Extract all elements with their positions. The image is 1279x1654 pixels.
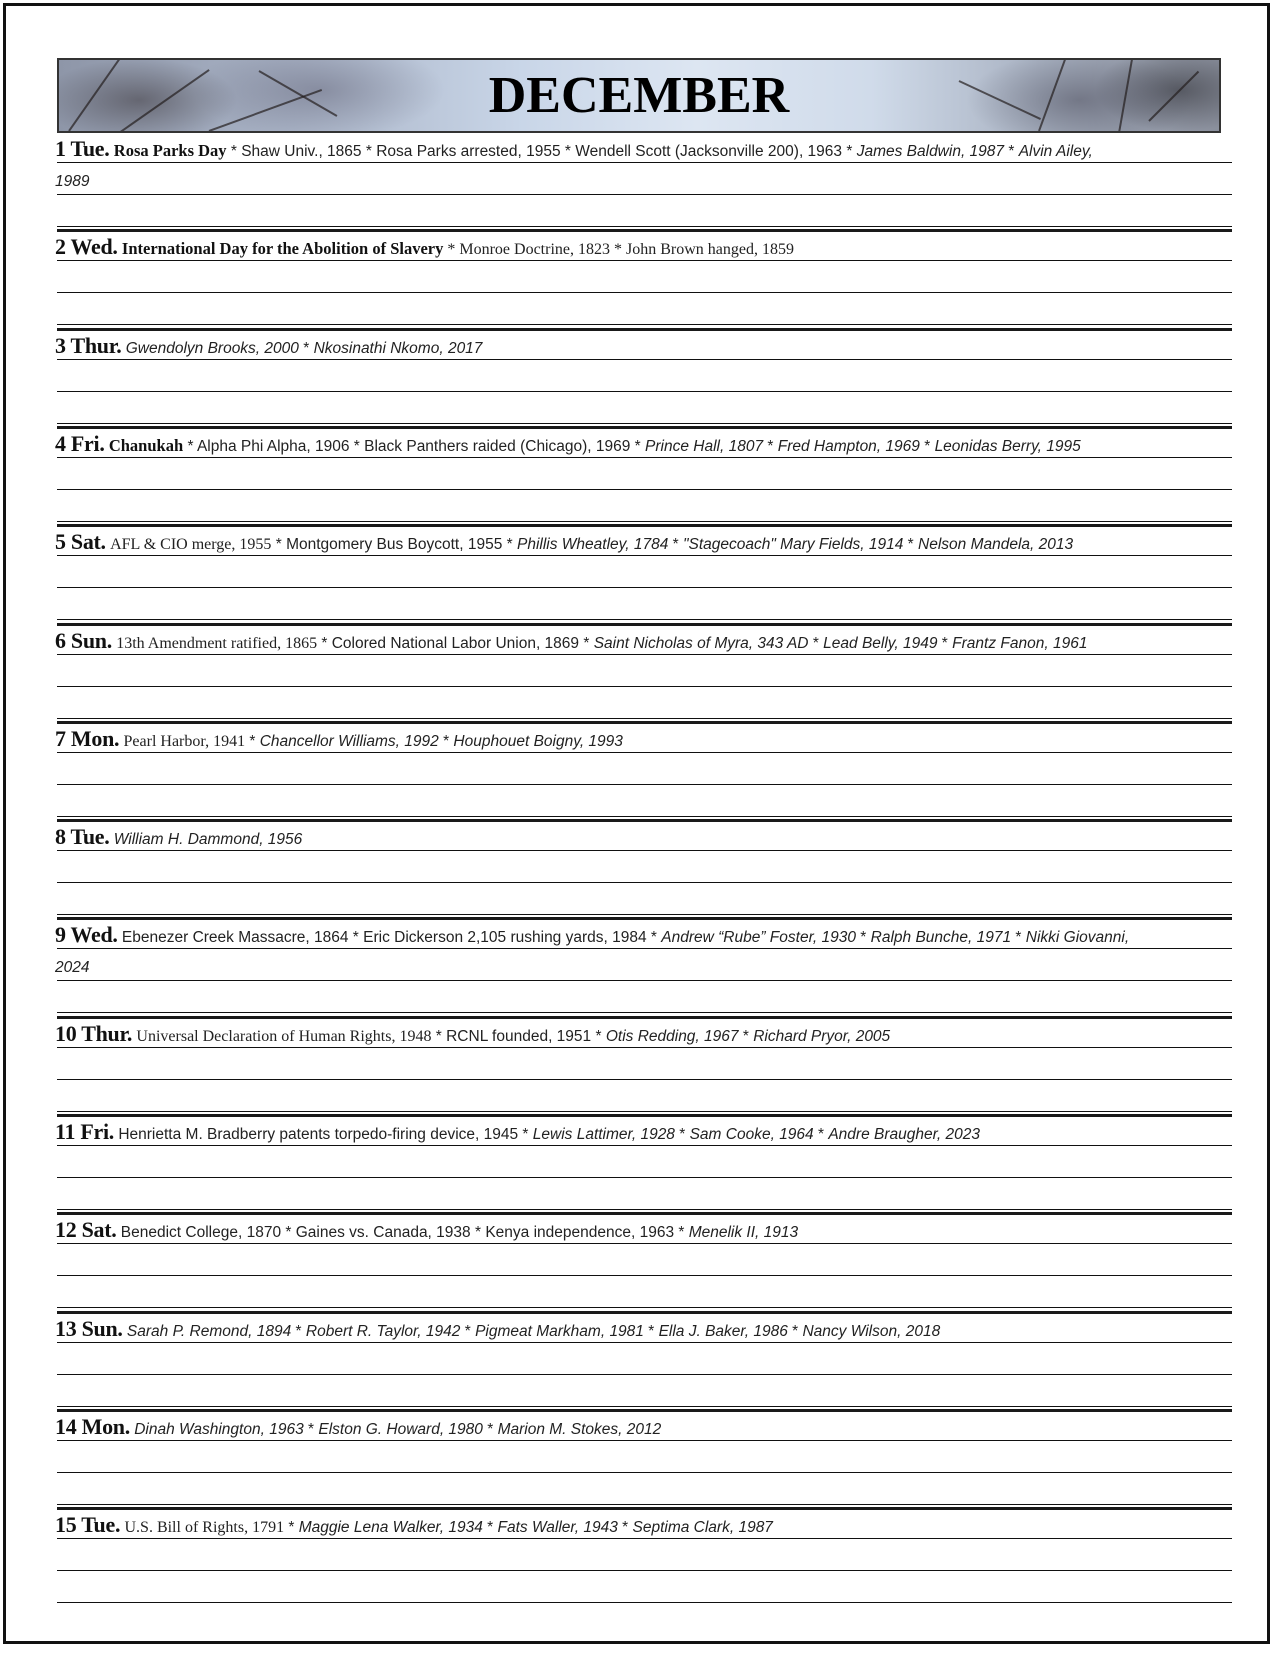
event-item: Sarah P. Remond, 1894	[126, 1323, 292, 1340]
writing-line	[57, 914, 1232, 915]
event-item: Nkosinathi Nkomo, 2017	[313, 340, 483, 357]
writing-line	[57, 816, 1232, 817]
event-item: Dinah Washington, 1963	[134, 1421, 304, 1438]
day-label: 9 Wed.	[55, 922, 118, 947]
event-separator: *	[617, 1519, 633, 1536]
day-label: 15 Tue.	[55, 1512, 121, 1537]
event-item: Sam Cooke, 1964	[689, 1126, 814, 1143]
event-item: Pigmeat Markham, 1981	[475, 1323, 644, 1340]
writing-line	[57, 1209, 1232, 1210]
writing-line	[57, 587, 1232, 588]
holiday-name: Rosa Parks Day	[113, 141, 227, 160]
day-label: 13 Sun.	[55, 1316, 123, 1341]
day-events-line	[55, 1414, 1232, 1440]
event-item: Saint Nicholas of Myra, 343 AD	[593, 635, 809, 652]
event-item: James Baldwin, 1987	[856, 143, 1005, 160]
event-item: Alpha Phi Alpha, 1906	[196, 438, 350, 455]
writing-line	[57, 1602, 1232, 1603]
day-label: 6 Sun.	[55, 628, 112, 653]
event-separator: *	[903, 536, 919, 553]
event-item: Wendell Scott (Jacksonville 200), 1963	[575, 143, 843, 160]
day-events-line	[55, 824, 1232, 850]
writing-line	[57, 1472, 1232, 1473]
event-separator: *	[298, 340, 314, 357]
writing-line	[57, 324, 1232, 325]
day-divider	[57, 229, 1232, 232]
event-separator: *	[291, 1323, 306, 1340]
day-entry	[55, 1219, 1232, 1317]
event-separator: *	[674, 1126, 690, 1143]
event-item: 13th Amendment ratified, 1865	[116, 635, 318, 652]
event-item: Shaw Univ., 1865	[241, 143, 362, 160]
event-separator: *	[842, 143, 857, 160]
event-separator: *	[808, 635, 824, 652]
event-item: Ralph Bunche, 1971	[870, 929, 1012, 946]
event-separator: *	[348, 929, 364, 946]
day-events-line	[55, 234, 1232, 260]
day-entry	[55, 1318, 1232, 1416]
event-separator: *	[303, 1421, 319, 1438]
day-divider	[57, 917, 1232, 920]
event-item: Henrietta M. Bradberry patents torpedo-firing device, 1945	[118, 1126, 519, 1143]
writing-line	[57, 1374, 1232, 1375]
day-entry	[55, 433, 1232, 531]
event-line-rule	[57, 359, 1232, 360]
event-continuation: 2024	[55, 959, 90, 976]
event-separator: *	[919, 438, 935, 455]
event-item: Benedict College, 1870	[120, 1224, 282, 1241]
event-separator: *	[502, 536, 517, 553]
day-divider	[57, 721, 1232, 724]
event-line-rule	[57, 1440, 1232, 1441]
holiday-name: International Day for the Abolition of Slavery	[121, 239, 444, 258]
day-entry	[55, 826, 1232, 924]
day-divider	[57, 524, 1232, 527]
event-separator: *	[431, 1028, 447, 1045]
day-divider	[57, 1016, 1232, 1019]
event-separator: *	[630, 438, 646, 455]
event-line-rule	[57, 1342, 1232, 1343]
writing-line	[57, 391, 1232, 392]
holiday-name: Chanukah	[108, 436, 184, 455]
event-line-rule	[57, 457, 1232, 458]
event-separator: *	[443, 241, 460, 258]
writing-line	[57, 882, 1232, 883]
event-separator: *	[643, 1323, 659, 1340]
day-divider	[57, 1114, 1232, 1117]
event-separator: *	[937, 635, 953, 652]
event-separator: *	[518, 1126, 533, 1143]
event-line-rule	[57, 948, 1232, 949]
event-separator: *	[281, 1224, 296, 1241]
event-continuation: 1989	[55, 173, 90, 190]
day-entry	[55, 630, 1232, 728]
writing-line	[57, 1406, 1232, 1407]
day-events-line	[55, 333, 1232, 359]
writing-line	[57, 1111, 1232, 1112]
event-separator: *	[271, 536, 287, 553]
event-item: Robert R. Taylor, 1942	[305, 1323, 461, 1340]
writing-line	[57, 1275, 1232, 1276]
event-separator: *	[349, 438, 365, 455]
event-item: William H. Dammond, 1956	[113, 831, 303, 848]
event-line-rule	[57, 1047, 1232, 1048]
event-separator: *	[610, 241, 626, 258]
writing-line	[57, 619, 1232, 620]
event-separator: *	[482, 1519, 498, 1536]
month-banner	[57, 58, 1221, 133]
day-events-line	[55, 1021, 1232, 1047]
event-separator: *	[674, 1224, 689, 1241]
day-events-line	[55, 628, 1232, 654]
event-item: RCNL founded, 1951	[446, 1028, 592, 1045]
event-separator: *	[284, 1519, 299, 1536]
writing-line	[57, 1504, 1232, 1505]
event-separator: *	[763, 438, 778, 455]
writing-line	[57, 784, 1232, 785]
event-item: Fats Waller, 1943	[497, 1519, 618, 1536]
day-divider	[57, 1409, 1232, 1412]
day-entry	[55, 924, 1232, 1022]
event-line-rule	[57, 260, 1232, 261]
event-item: Richard Pryor, 2005	[753, 1028, 891, 1045]
writing-line	[57, 489, 1232, 490]
day-events-line	[55, 136, 1232, 162]
event-separator: *	[470, 1224, 486, 1241]
day-label: 12 Sat.	[55, 1217, 117, 1242]
event-item: Houphouet Boigny, 1993	[453, 733, 623, 750]
event-separator: *	[226, 143, 242, 160]
event-separator: *	[438, 733, 454, 750]
writing-line	[57, 1307, 1232, 1308]
day-events-line	[55, 529, 1232, 555]
event-separator: *	[460, 1323, 476, 1340]
event-line-rule	[57, 1243, 1232, 1244]
day-divider	[57, 1311, 1232, 1314]
event-separator: *	[1004, 143, 1019, 160]
event-separator: *	[855, 929, 871, 946]
day-label: 11 Fri.	[55, 1119, 115, 1144]
day-divider	[57, 426, 1232, 429]
event-item: Ella J. Baker, 1986	[658, 1323, 788, 1340]
event-item: Fred Hampton, 1969	[777, 438, 920, 455]
event-separator: *	[591, 1028, 606, 1045]
day-events-line	[55, 431, 1232, 457]
event-separator: *	[738, 1028, 754, 1045]
day-events-line	[55, 1316, 1232, 1342]
event-item: John Brown hanged, 1859	[626, 241, 794, 258]
day-events-line	[55, 1512, 1232, 1538]
day-entry	[55, 1416, 1232, 1514]
event-separator: *	[813, 1126, 829, 1143]
event-item: Frantz Fanon, 1961	[952, 635, 1088, 652]
day-entry	[55, 531, 1232, 629]
event-item: Maggie Lena Walker, 1934	[298, 1519, 483, 1536]
event-item: Menelik II, 1913	[688, 1224, 799, 1241]
day-entry	[55, 138, 1232, 236]
event-separator: *	[482, 1421, 498, 1438]
event-item: AFL & CIO merge, 1955	[110, 536, 272, 553]
day-entry	[55, 1514, 1232, 1612]
event-item: Gaines vs. Canada, 1938	[295, 1224, 471, 1241]
event-line-rule	[57, 850, 1232, 851]
event-item: Chancellor Williams, 1992	[259, 733, 439, 750]
writing-line	[57, 423, 1232, 424]
day-events-line	[55, 1217, 1232, 1243]
event-item: Gwendolyn Brooks, 2000	[125, 340, 299, 357]
day-label: 7 Mon.	[55, 726, 120, 751]
event-item: Andrew “Rube” Foster, 1930	[661, 929, 856, 946]
day-label: 14 Mon.	[55, 1414, 130, 1439]
event-item: Elston G. Howard, 1980	[318, 1421, 483, 1438]
event-line-rule	[57, 654, 1232, 655]
writing-line	[57, 292, 1232, 293]
day-label: 1 Tue.	[55, 136, 110, 161]
writing-line	[57, 686, 1232, 687]
event-separator: *	[361, 143, 377, 160]
day-label: 4 Fri.	[55, 431, 105, 456]
event-separator: *	[668, 536, 683, 553]
event-item: Marion M. Stokes, 2012	[497, 1421, 662, 1438]
event-separator: *	[317, 635, 332, 652]
event-item: Universal Declaration of Human Rights, 1948	[136, 1028, 432, 1045]
event-item: Andre Braugher, 2023	[828, 1126, 980, 1143]
event-item: Lead Belly, 1949	[823, 635, 938, 652]
writing-line	[57, 226, 1232, 227]
day-entry	[55, 236, 1232, 334]
day-events-line	[55, 1119, 1232, 1145]
event-item: Nelson Mandela, 2013	[918, 536, 1074, 553]
writing-line	[57, 194, 1232, 195]
day-label: 2 Wed.	[55, 234, 118, 259]
event-item: Ebenezer Creek Massacre, 1864	[121, 929, 349, 946]
event-item: Black Panthers raided (Chicago), 1969	[364, 438, 631, 455]
writing-line	[57, 980, 1232, 981]
event-line-rule	[57, 752, 1232, 753]
writing-line	[57, 521, 1232, 522]
event-line-rule	[57, 162, 1232, 163]
event-line-rule	[57, 1538, 1232, 1539]
event-item: Rosa Parks arrested, 1955	[376, 143, 561, 160]
day-divider	[57, 328, 1232, 331]
day-label: 5 Sat.	[55, 529, 106, 554]
writing-line	[57, 1079, 1232, 1080]
event-separator: *	[1011, 929, 1026, 946]
day-entry	[55, 335, 1232, 433]
day-divider	[57, 623, 1232, 626]
event-item: Montgomery Bus Boycott, 1955	[286, 536, 503, 553]
month-title: DECEMBER	[488, 67, 790, 124]
day-events-line	[55, 922, 1232, 948]
event-separator: *	[787, 1323, 803, 1340]
event-item: "Stagecoach" Mary Fields, 1914	[683, 536, 904, 553]
event-item: Phillis Wheatley, 1784	[516, 536, 669, 553]
event-item: Otis Redding, 1967	[605, 1028, 739, 1045]
writing-line	[57, 1177, 1232, 1178]
event-item: Prince Hall, 1807	[645, 438, 764, 455]
event-item: Nancy Wilson, 2018	[802, 1323, 941, 1340]
event-item: Monroe Doctrine, 1823	[459, 241, 610, 258]
day-entry	[55, 1023, 1232, 1121]
event-item: Pearl Harbor, 1941	[123, 733, 246, 750]
event-item: U.S. Bill of Rights, 1791	[124, 1519, 285, 1536]
day-label: 3 Thur.	[55, 333, 122, 358]
event-item: Eric Dickerson 2,105 rushing yards, 1984	[363, 929, 647, 946]
day-events-line	[55, 726, 1232, 752]
event-item: Leonidas Berry, 1995	[934, 438, 1081, 455]
event-item: Lewis Lattimer, 1928	[532, 1126, 675, 1143]
writing-line	[57, 718, 1232, 719]
event-line-rule	[57, 555, 1232, 556]
event-item: Septima Clark, 1987	[632, 1519, 773, 1536]
writing-line	[57, 1012, 1232, 1013]
event-separator: *	[560, 143, 576, 160]
writing-line	[57, 1570, 1232, 1571]
event-item: Colored National Labor Union, 1869	[331, 635, 580, 652]
day-label: 8 Tue.	[55, 824, 110, 849]
event-separator: *	[646, 929, 662, 946]
event-item: Nikki Giovanni,	[1025, 929, 1130, 946]
event-line-rule	[57, 1145, 1232, 1146]
day-label: 10 Thur.	[55, 1021, 133, 1046]
event-separator: *	[579, 635, 594, 652]
event-separator: *	[183, 438, 197, 455]
event-separator: *	[245, 733, 260, 750]
day-entry	[55, 1121, 1232, 1219]
event-item: Kenya independence, 1963	[485, 1224, 675, 1241]
day-entry	[55, 728, 1232, 826]
day-divider	[57, 1507, 1232, 1510]
event-item: Alvin Ailey,	[1018, 143, 1093, 160]
day-divider	[57, 819, 1232, 822]
day-divider	[57, 1212, 1232, 1215]
